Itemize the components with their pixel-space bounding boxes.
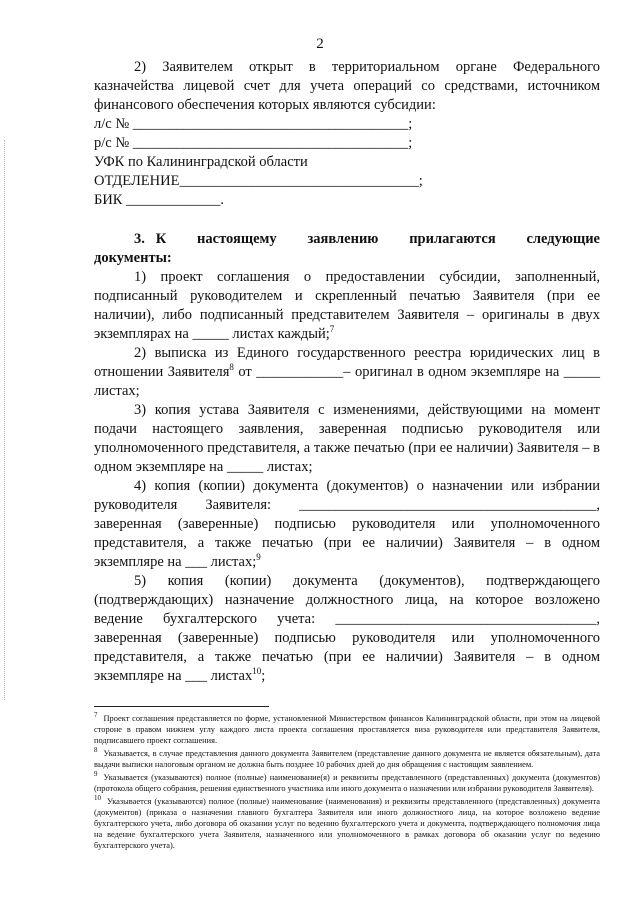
- footnote-ref-9: 9: [256, 552, 261, 563]
- list-item-4: [94, 477, 600, 572]
- footnote-9: [94, 772, 600, 794]
- field-ls: [94, 115, 600, 134]
- footnote-text: Указывается, в случае представления данного документа Заявителем (представление данного документа не является обязательным), дата выдачи выписки налоговым органом не должна быть позднее 10 рабочих дней до дня обращения с настоящим заявлением.: [94, 749, 600, 769]
- paragraph-account-opened-text: 2) Заявителем открыт в территориальном органе Федерального казначейства лицевой счет для учета операций со средствами, источником финансового обеспечения которых являются субсидии:: [94, 59, 600, 113]
- field-bik: [94, 191, 600, 210]
- paragraph-account-opened: [94, 58, 600, 115]
- section-3-heading: [94, 230, 600, 268]
- footnote-8: [94, 748, 600, 770]
- page-number: 2: [316, 36, 324, 52]
- footnote-text: Проект соглашения представляется по форме, установленной Министерством финансов Калининградской области, при этом на лицевой стороне в правом нижнем углу каждого листа проекта соглашения проставляется виза руководителя или представителя Заявителя, подписавшего проект соглашения.: [94, 714, 600, 745]
- list-item-1-text: 1) проект соглашения о предоставлении субсидии, заполненный, подписанный руководителем и скрепленный печатью Заявителя (при ее наличии), либо подписанный представителем Заявителя – оригиналы в двух экземплярах на _____ листах каждый;: [94, 269, 600, 342]
- field-ufk: [94, 153, 600, 172]
- field-ls-text: л/с № ______________________________________;: [94, 116, 413, 132]
- footnote-text: Указывается (указываются) полное (полные) наименование (наименования) и реквизиты представленного (представленных) документа (документов) (приказа о назначении главного бухгалтера Заявителя или иного должностного лица, на которое возложено ведение бухгалтерского учета, либо договора об оказании услуг по ведению бухгалтерского учета и документа, подтверждающего полномочия лица на ведение бухгалтерского учета Заявителя, назначенного или уполномоченного в рамках договора об оказании услуг по ведению бухгалтерского учета).: [94, 797, 600, 850]
- field-rs: [94, 134, 600, 153]
- section-3-number: 3.: [134, 231, 145, 247]
- footnotes: [94, 713, 600, 853]
- list-item-2: [94, 344, 600, 401]
- footnote-ref-10: 10: [252, 666, 262, 677]
- list-item-2-text: 2) выписка из Единого государственного реестра юридических лиц в отношении Заявителя: [94, 345, 600, 380]
- list-item-5-text: 5) копия (копии) документа (документов), подтверждающего (подтверждающих) назначение должностного лица, на которое возложено ведение бухгалтерского учета: ____________________________________, заверенная (заверенные) подписью руководителя или уполномоченного представителя, а также печатью (при ее наличии) Заявителя – в одном экземпляре на ___ листах: [94, 573, 600, 684]
- field-otdelenie: [94, 172, 600, 191]
- footnote-10: [94, 796, 600, 851]
- document-body: [94, 58, 600, 686]
- footnote-mark: 9: [94, 770, 98, 779]
- list-item-3-text: 3) копия устава Заявителя с изменениями, действующими на момент подачи настоящего заявления, заверенная подписью руководителя или уполномоченного представителя, а также печатью (при ее наличии) Заявителя – в одном экземпляре на _____ листах;: [94, 402, 600, 475]
- section-3-title: К настоящему заявлению прилагаются следующие документы:: [94, 231, 600, 266]
- footnote-7: [94, 713, 600, 746]
- field-bik-text: БИК _____________.: [94, 192, 224, 208]
- footnote-text: Указывается (указываются) полное (полные) наименование(я) и реквизиты представленного (представленных) документа (документов) (протокола общего собрания, решения единственного участника или иного документа о назначении или избрании руководителя Заявителя).: [94, 773, 600, 793]
- field-rs-text: р/с № ______________________________________;: [94, 135, 413, 151]
- list-item-5-text-end: ;: [261, 668, 266, 684]
- footnote-ref-7: 7: [329, 324, 335, 335]
- list-item-5: [94, 572, 600, 686]
- field-otdelenie-text: ОТДЕЛЕНИЕ_________________________________;: [94, 173, 423, 189]
- list-item-3: [94, 401, 600, 477]
- field-ufk-text: УФК по Калининградской области: [94, 154, 308, 170]
- list-item-1: [94, 268, 600, 344]
- footnote-mark: 8: [94, 746, 98, 755]
- list-item-4-text: 4) копия (копии) документа (документов) о назначении или избрании руководителя Заявителя: _________________________________________, заверенная (заверенные) подписью руководителя или уполномоченного представителя, а также печатью (при ее наличии) Заявителя – в одном экземпляре на ___ листах;: [94, 478, 600, 570]
- list-item-2-text-end: от ____________– оригинал в одном экземпляре на _____ листах;: [94, 364, 600, 399]
- footnote-mark: 10: [94, 794, 101, 803]
- scan-margin-marks: [4, 140, 7, 700]
- footnote-ref-8: 8: [229, 362, 234, 373]
- footnote-separator: [94, 706, 269, 707]
- footnote-mark: 7: [94, 711, 98, 720]
